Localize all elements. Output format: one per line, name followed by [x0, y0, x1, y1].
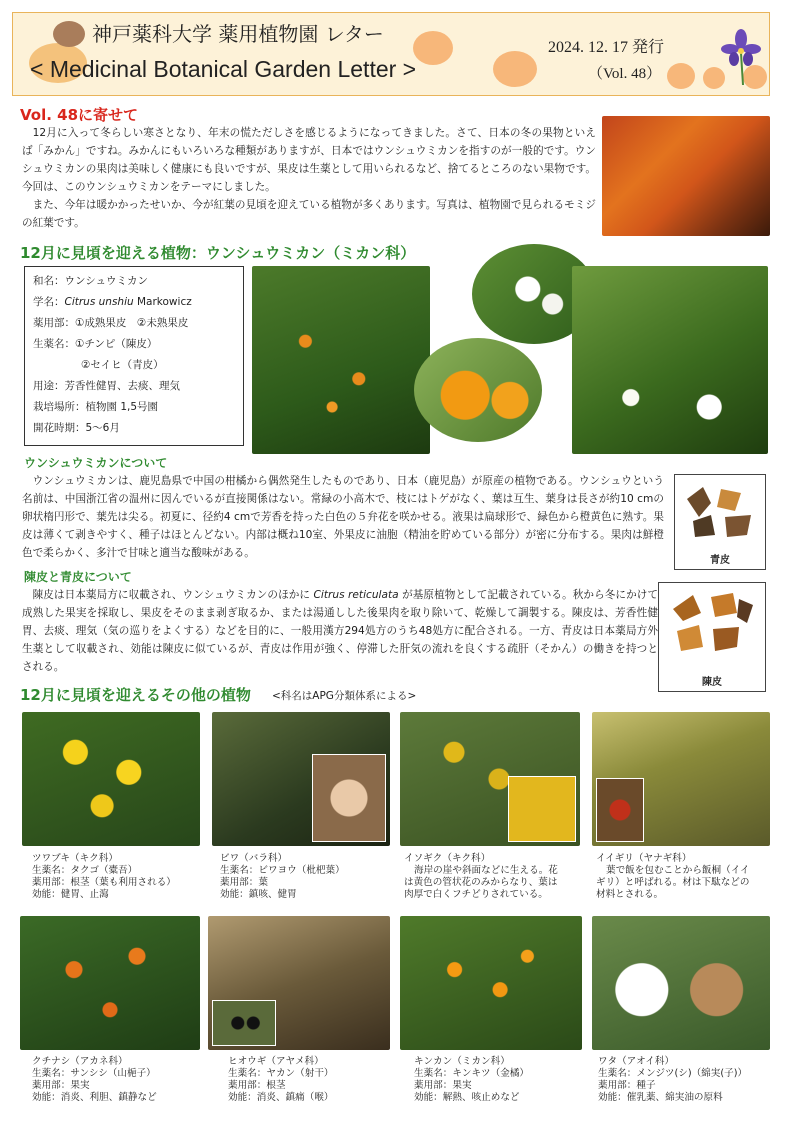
- plant-caption-kinkan: キンカン（ミカン科） 生薬名：キンキツ（金橘） 薬用部：果実 効能：解熱、咳止めなど: [414, 1056, 530, 1103]
- seihi-label: 青皮: [710, 555, 730, 566]
- biwa-inset-photo: [312, 754, 386, 842]
- seihi-specimen-box: [674, 474, 766, 570]
- seihi-specimen-image: [681, 481, 759, 543]
- isogiku-inset-photo: [508, 776, 576, 842]
- feature-heading: 12月に見頃を迎える植物：ウンシュウミカン（ミカン科）: [20, 244, 416, 262]
- iigiri-photo: [592, 712, 770, 846]
- chinpi-specimen-box: [658, 582, 766, 692]
- about-paragraph: ウンシュウミカンは、鹿児島県で中国の柑橘から偶然発生したものであり、日本（鹿児島）が原産の植物である。ウンシュウという名前は、中国浙江省の温州に因んでいるが直接関係はない。常緑の小高木で、枝にはトゲがなく、葉は互生、葉身は長さが約10 cmの卵状楕円形で、葉先は尖る。初夏に、径約4 cmで芳香を持った白色の５弁花を咲かせる。液果は扁球形で、緑色から橙黄色に熟す。果皮は薄くて剥きやすく、種子はほとんどない。内部は概ね10室、外果皮に油胞（精油を貯めている部分）が密に分布する。果肉は鮮橙色で柔らかく、多汁で甘味と適当な酸味がある。: [22, 475, 664, 559]
- chinpi-paragraph: 陳皮は日本薬局方に収載され、ウンシュウミカンのほかに Citrus reticulata が基原植物として記載されている。秋から冬にかけて成熟した果実を採取し、果皮をそのまま剥ぎ取るか、または湯通しした後果肉を取り除いて、乾燥して調製する。陳皮は、芳香性健胃、去痰、理気（気の巡りをよくする）などを目的に、一般用漢方294処方のうち48処方に配合される。一方、青皮は日本薬局方外生薬として収載され、効能は陳皮に似ているが、青皮は作用が強く、停滞した肝気の流れを良くする疏肝（そかん）の働きを持つとされる。: [22, 589, 658, 673]
- profile-shoyakumei-2: ②セイヒ（青皮）: [81, 359, 164, 371]
- profile-kaika: 開花時期：5～6月: [33, 422, 120, 434]
- kinkan-photo: [400, 916, 582, 1050]
- profile-yakuyobu: 薬用部：①成熟果皮 ②未熟果皮: [33, 317, 189, 329]
- momiji-photo: [602, 116, 770, 236]
- profile-yoto: 用途：芳香性健胃、去痰、理気: [33, 380, 180, 392]
- plant-caption-tsuwabuki: ツワブキ（キク科） 生薬名：タクゴ（橐吾） 薬用部：根茎（葉も利用される） 効能：健胃、止瀉: [32, 853, 176, 900]
- violet-flower-icon: [721, 27, 761, 87]
- hiougi-photo: [208, 916, 390, 1050]
- orange-decoration: [667, 63, 695, 89]
- others-heading: 12月に見頃を迎えるその他の植物: [20, 686, 251, 704]
- chinpi-specimen-image: [667, 589, 757, 665]
- intro-paragraph: また、今年は暖かかったせいか、今が紅葉の見頃を迎えている植物が多くあります。写真は、植物園で見られるモミジの紅葉です。: [22, 199, 596, 229]
- page-subtitle: < Medicinal Botanical Garden Letter >: [30, 56, 417, 82]
- intro-heading: Vol. 48に寄せて: [20, 106, 139, 124]
- plant-caption-biwa: ビワ（バラ科） 生薬名：ビワヨウ（枇杷葉） 薬用部：葉 効能：鎮咳、健胃: [220, 853, 345, 900]
- about-heading: ウンシュウミカンについて: [24, 456, 168, 470]
- profile-shoyakumei: 生薬名：①チンピ（陳皮）: [33, 338, 158, 350]
- about-text: [22, 472, 664, 562]
- plant-caption-wata: ワタ（アオイ科） 生薬名：メンジツ(シ)（綿実(子)） 薬用部：種子 効能：催乳薬、綿実油の原料: [598, 1056, 748, 1103]
- plant-caption-iigiri: イイギリ（ヤナギ科） 葉で飯を包むことから飯桐（イイ ギリ）と呼ばれる。材は下駄などの 材料とされる。: [596, 853, 750, 900]
- chinpi-label: 陳皮: [702, 677, 722, 688]
- profile-basho: 栽培場所：植物園 1,5号園: [33, 401, 159, 413]
- unshu-fruit-photo: [414, 338, 542, 442]
- others-note: <科名はAPG分類体系による>: [272, 690, 417, 702]
- kuchinashi-photo: [20, 916, 200, 1050]
- plant-caption-kuchinashi: クチナシ（アカネ科） 生薬名：サンシシ（山梔子） 薬用部：果実 効能：消炎、利胆、鎮静など: [32, 1056, 157, 1103]
- profile-wamei: 和名：ウンシュウミカン: [33, 275, 149, 287]
- tsuwabuki-photo: [22, 712, 200, 846]
- unshu-blossom-branch-photo: [572, 266, 768, 454]
- orange-decoration: [413, 31, 453, 65]
- plant-caption-hiougi: ヒオウギ（アヤメ科） 生薬名：ヤカン（射干） 薬用部：根茎 効能：消炎、鎮痛（喉）: [228, 1056, 334, 1103]
- plant-caption-isogiku: イソギク（キク科） 海岸の崖や斜面などに生える。花 は黄色の管状花のみからなり、葉は 肉厚で白くフチどりされている。: [404, 853, 558, 900]
- intro-paragraph: 12月に入って冬らしい寒さとなり、年末の慌ただしさを感じるようになってきました。さて、日本の冬の果物といえば「みかん」ですね。みかんにもいろいろな種類がありますが、日本ではウンシュウミカンを指すのが一般的です。ウンシュウミカンの果肉は美味しく健康にも良いですが、果皮は生薬として用いられるなど、捨てるところのない果物です。今回は、このウンシュウミカンをテーマにしました。: [22, 127, 596, 193]
- wata-photo: [592, 916, 770, 1050]
- page-title: 神戸薬科大学 薬用植物園 レター: [92, 22, 384, 46]
- chinpi-text: [22, 586, 658, 676]
- chinpi-heading: 陳皮と青皮について: [24, 570, 132, 584]
- biwa-photo: [212, 712, 390, 846]
- orange-decoration: [53, 21, 85, 47]
- issue-date: 2024. 12. 17 発行: [548, 39, 665, 56]
- intro-text: [22, 124, 596, 232]
- isogiku-photo: [400, 712, 580, 846]
- issue-volume: （Vol. 48）: [588, 66, 662, 82]
- unshu-tree-photo: [252, 266, 430, 454]
- orange-decoration: [493, 51, 537, 87]
- profile-gakumei: 学名：Citrus unshiu Markowicz: [33, 296, 192, 308]
- iigiri-inset-photo: [596, 778, 644, 842]
- hiougi-inset-photo: [212, 1000, 276, 1046]
- plant-profile-box: [24, 266, 244, 446]
